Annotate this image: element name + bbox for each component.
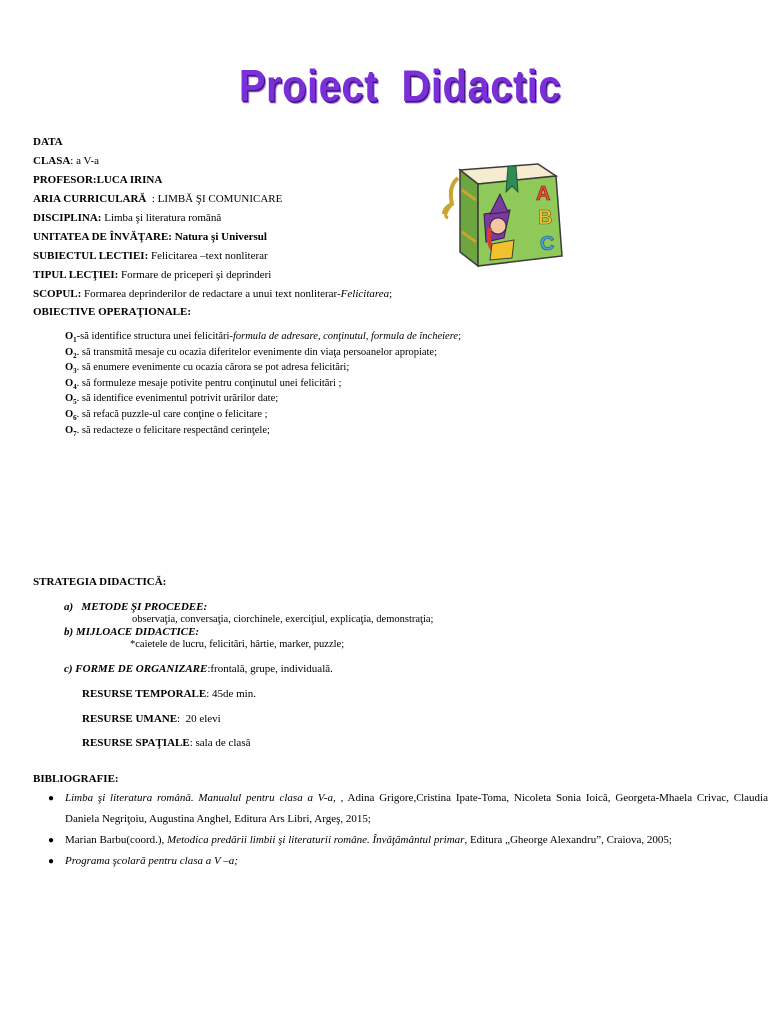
letter-c: C	[540, 233, 555, 255]
methods-label: a) METODE ŞI PROCEDEE:	[64, 601, 208, 613]
bullet-icon: ●	[48, 835, 55, 846]
letter-b: B	[538, 207, 553, 229]
bullet-icon: ●	[48, 856, 55, 867]
objective-7: $O_7$. să redacteze o felicitare respectând cerinţele;	[65, 424, 270, 438]
field-profesor: PROFESOR:LUCA IRINA	[33, 174, 163, 186]
means-label: b) MIJLOACE DIDACTICE:	[64, 626, 200, 638]
objective-1: $O_1-să$ identifice structura unei felicitări-formula de adresare, conţinutul, formula de încheiere;	[65, 331, 461, 345]
objective-6: $O_6$. să refacă puzzle-ul care conţine o felicitare ;	[65, 408, 268, 423]
bibliography-item-3: ● Programa şcolară pentru clasa a V –a;	[48, 851, 768, 872]
field-disciplina: DISCIPLINA: Limba şi literatura română	[33, 212, 222, 224]
page-title: Proiect Didactic	[238, 62, 562, 112]
bibliography-item-1: ● Limba şi literatura română. Manualul pentru clasa a V-a, , Adina Grigore,Cristina Ipate-Toma, Nicoleta Sonia Ioică, Georgeta-Mhaela Crivac, Claudia Daniela Negriţoiu, Augustina Anghel, Editura Ars Libri, Argeş, 2015;	[48, 788, 768, 830]
objective-2: $O_2$. să transmită mesaje cu ocazia diferitelor evenimente din viaţa persoanelor apropiate;	[65, 346, 438, 360]
field-data: DATA	[33, 136, 63, 148]
bibliography-item-2: ● Marian Barbu(coord.), Metodica predării limbii şi literaturii române. Învăţământul primar, Editura „Gheorge Alexandru”, Craiova, 2005;	[48, 830, 768, 851]
bullet-icon: ●	[48, 793, 55, 804]
means-value: *caietele de lucru, felicitări, hârtie, marker, puzzle;	[130, 639, 345, 650]
resource-spatial: RESURSE SPAŢIALE: sala de clasă	[82, 737, 251, 749]
methods-value: observaţia, conversaţia, ciorchinele, exerciţiul, explicaţia, demonstraţia;	[132, 614, 434, 625]
resource-temporal: RESURSE TEMPORALE: 45de min.	[82, 688, 256, 700]
bibliography-list	[48, 788, 768, 872]
forms-line: c) FORME DE ORGANIZARE:frontală, grupe, individuală.	[64, 663, 333, 675]
field-subiectul: SUBIECTUL LECTIEI: Felicitarea –text nonliterar	[33, 250, 268, 262]
field-scopul: SCOPUL: Formarea deprinderilor de redactare a unui text nonliterar-Felicitarea;	[33, 288, 393, 300]
field-clasa: CLASA: a V-a	[33, 155, 100, 167]
field-aria-curriculara: ARIA CURRICULARĂ : LIMBĂ ŞI COMUNICARE	[33, 193, 283, 205]
objective-4: $O_4$. să formuleze mesaje potivite pentru conţinutul unei felicitări ;	[65, 377, 342, 391]
strategy-heading: STRATEGIA DIDACTICĂ:	[33, 576, 167, 588]
field-obiective: OBIECTIVE OPERAŢIONALE:	[33, 306, 192, 318]
objective-5: $O_5$. să identifice evenimentul potrivit urărilor date;	[65, 393, 279, 407]
bibliography-heading: BIBLIOGRAFIE:	[33, 773, 119, 785]
field-unitatea: UNITATEA DE ÎNVĂŢARE: Natura şi Universul	[33, 231, 267, 243]
lesson-fields	[33, 133, 392, 320]
letter-a: A	[536, 183, 551, 205]
objective-3: $O_3$. să enumere evenimente cu ocazia cărora se pot adresa felicitări;	[65, 362, 350, 376]
objectives-list	[65, 331, 461, 440]
field-tipul: TIPUL LECŢIEI: Formare de priceperi şi deprinderi	[33, 269, 272, 281]
abc-book-icon	[438, 156, 568, 268]
resource-human: RESURSE UMANE: 20 elevi	[82, 713, 221, 725]
abc-book-illustration	[438, 156, 568, 268]
